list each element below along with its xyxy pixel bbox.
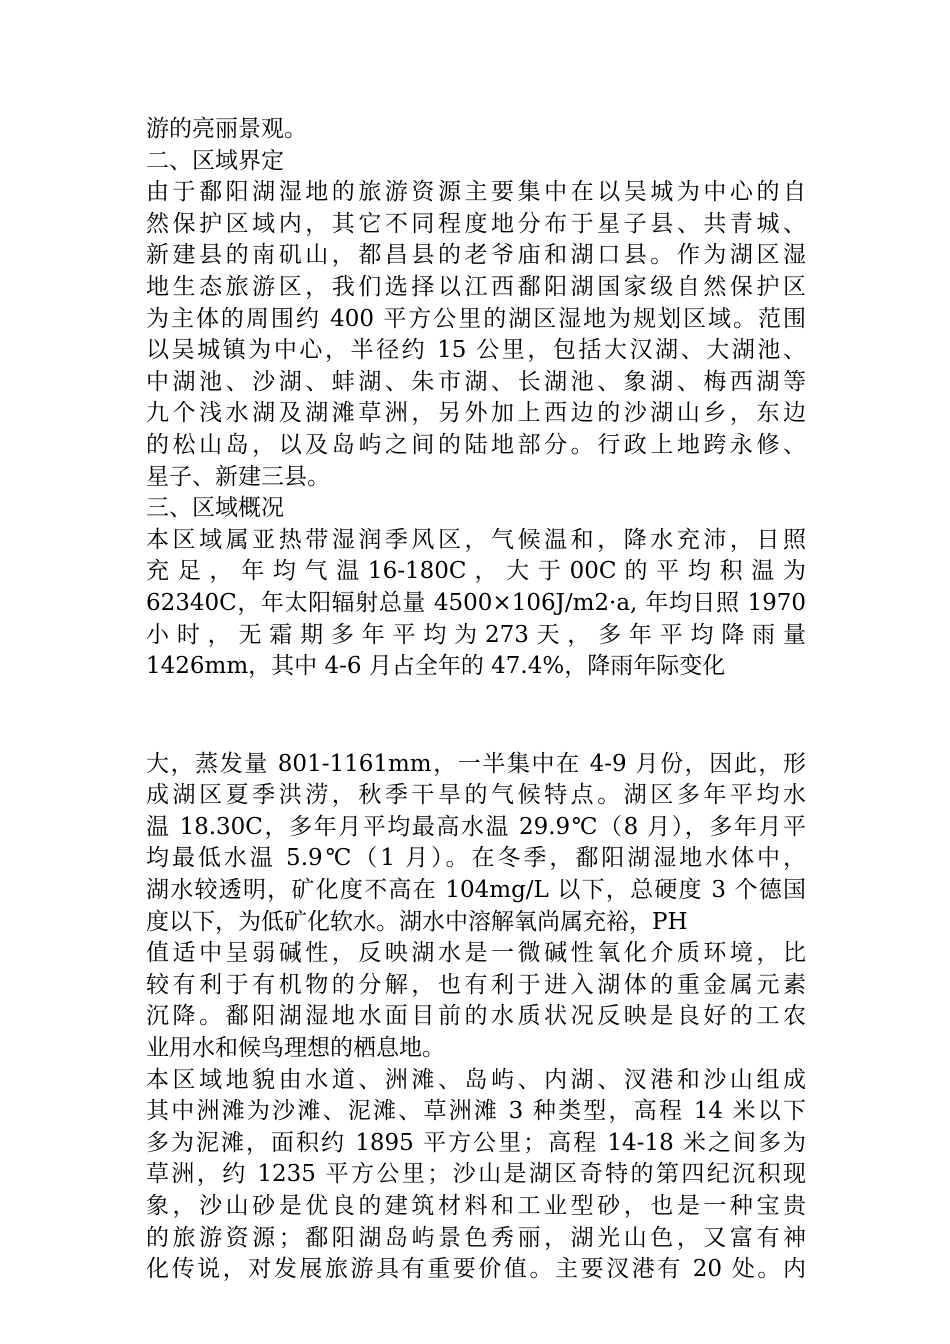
text-line: 二、区域界定: [146, 147, 284, 174]
text-line: 的松山岛，以及岛屿之间的陆地部分。行政上地跨永修、: [146, 431, 806, 458]
text-line: 三、区域概况: [146, 495, 284, 522]
text-line: 本区域地貌由水道、洲滩、岛屿、内湖、汊港和沙山组成: [146, 1066, 806, 1093]
text-line: 草洲，约 1235 平方公里；沙山是湖区奇特的第四纪沉积现: [146, 1161, 806, 1188]
text-line: 的旅游资源；鄱阳湖岛屿景色秀丽，湖光山色，又富有神: [146, 1224, 806, 1251]
text-line: 度以下，为低矿化软水。湖水中溶解氧尚属充裕，PH: [146, 908, 688, 935]
text-line: 小 时 ， 无 霜 期 多 年 平 均 为 273 天 ， 多 年 平 均 降 雨 量: [146, 621, 806, 648]
text-line: 均最低水温 5.9℃（1 月）。在冬季，鄱阳湖湿地水体中，: [146, 845, 806, 872]
text-line: 游的亮丽景观。: [146, 116, 307, 142]
text-line: 象，沙山砂是优良的建筑材料和工业型砂，也是一种宝贵: [146, 1193, 806, 1219]
text-line: 较有利于有机物的分解，也有利于进入湖体的重金属元素: [146, 971, 806, 998]
text-line: 1426mm，其中 4-6 月占全年的 47.4%，降雨年际变化: [146, 653, 726, 680]
document-page: [146, 114, 806, 1286]
text-line: 本区域属亚热带湿润季风区，气候温和，降水充沛，日照: [146, 526, 806, 553]
text-line: 业用水和候鸟理想的栖息地。: [146, 1035, 445, 1062]
text-line: 然保护区域内，其它不同程度地分布于星子县、共青城、: [146, 210, 806, 237]
text-line: 星子、新建三县。: [146, 463, 330, 490]
text-line: 中湖池、沙湖、蚌湖、朱市湖、长湖池、象湖、梅西湖等: [146, 368, 806, 395]
text-line: 九个浅水湖及湖滩草洲，另外加上西边的沙湖山乡，东边: [146, 400, 806, 427]
text-line: 其中洲滩为沙滩、泥滩、草洲滩 3 种类型，高程 14 米以下: [146, 1098, 806, 1125]
page-gap: [146, 683, 806, 749]
text-line: 温 18.30C，多年月平均最高水温 29.9℃（8 月），多年月平: [146, 813, 806, 840]
text-line: 62340C，年太阳辐射总量 4500×106J/m2·a, 年均日照 1970: [146, 589, 806, 616]
text-line: 多为泥滩，面积约 1895 平方公里；高程 14-18 米之间多为: [146, 1129, 806, 1156]
text-block-upper: [146, 114, 806, 683]
text-line: 为主体的周围约 400 平方公里的湖区湿地为规划区域。范围: [146, 305, 806, 332]
text-line: 湖水较透明，矿化度不高在 104mg/L 以下，总硬度 3 个德国: [146, 877, 806, 904]
text-line: 以吴城镇为中心，半径约 15 公里，包括大汉湖、大湖池、: [146, 337, 806, 364]
text-line: 化传说，对发展旅游具有重要价值。主要汊港有 20 处。内: [146, 1256, 806, 1283]
text-line: 新建县的南矶山，都昌县的老爷庙和湖口县。作为湖区湿: [146, 242, 806, 269]
text-block-lower: [146, 749, 806, 1286]
text-line: 沉降。鄱阳湖湿地水面目前的水质状况反映是良好的工农: [146, 1003, 806, 1030]
text-line: 充 足 ， 年 均 气 温 16-180C ， 大 于 00C 的 平 均 积 温 为: [146, 558, 806, 585]
text-line: 成湖区夏季洪涝，秋季干旱的气候特点。湖区多年平均水: [146, 782, 806, 809]
text-line: 地生态旅游区，我们选择以江西鄱阳湖国家级自然保护区: [146, 273, 806, 300]
text-line: 大，蒸发量 801-1161mm，一半集中在 4-9 月份，因此，形: [146, 750, 806, 777]
text-line: 值适中呈弱碱性，反映湖水是一微碱性氧化介质环境，比: [146, 940, 806, 967]
text-line: 由于鄱阳湖湿地的旅游资源主要集中在以吴城为中心的自: [146, 179, 806, 206]
